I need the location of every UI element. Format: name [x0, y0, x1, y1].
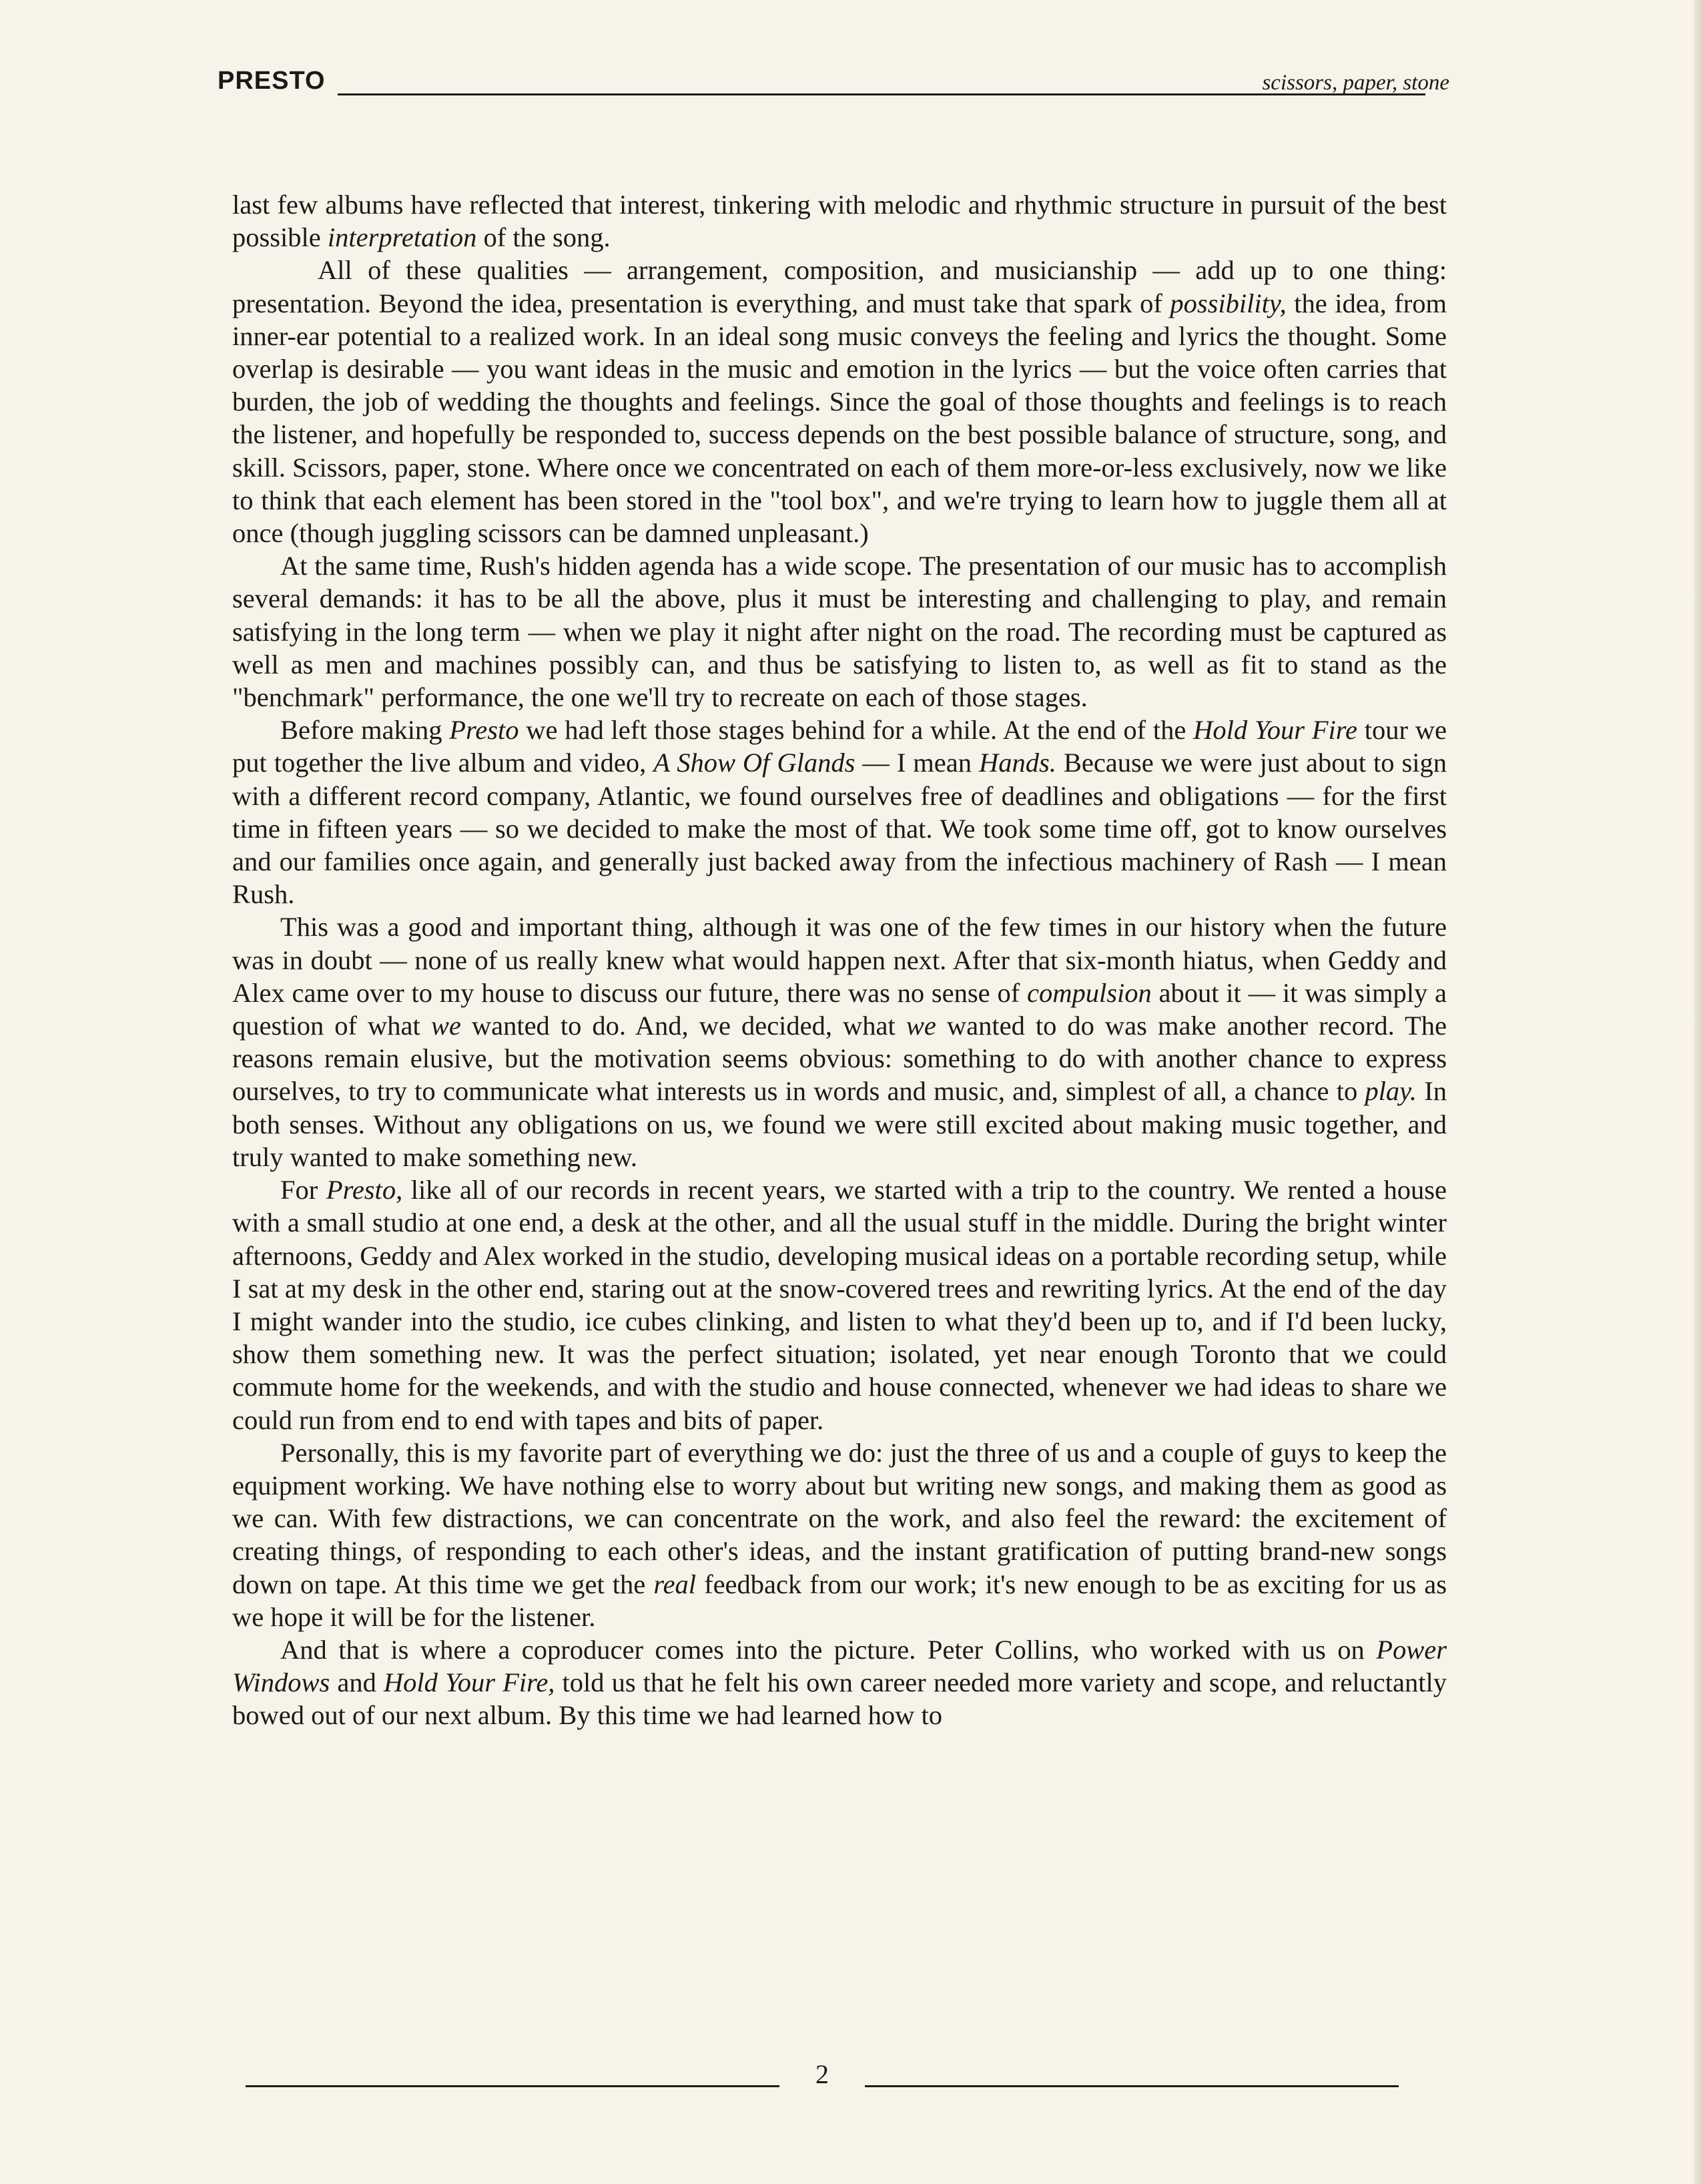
- page-edge: [1694, 0, 1703, 2184]
- text-run: Because we were just about to sign with a different record company, Atlantic, we found ourselves free of deadlines and obligations — for the first time in fifteen years — so we decided to make the most of that. We took some time off, got to know ourselves and our families once again, and generally just backed away from the infectious machinery of Rash — I mean Rush.: [232, 748, 1447, 910]
- text-run: feedback from our work; it's new enough to be as exciting for us as we hope it will be for the listener.: [232, 1569, 1447, 1632]
- text-run: the idea, from inner-ear potential to a realized work. In an ideal song music conveys the feeling and lyrics the thought. Some overlap is desirable — you want ideas in the music and emotion in the lyrics — but the voice often carries that burden, the job of wedding the thoughts and feelings. Since the goal of those thoughts and feelings is to reach the listener, and hopefully be responded to, success depends on the best possible balance of structure, song, and skill. Scissors, paper, stone. Where once we concentrated on each of them more-or-less exclusively, now we like to think that each element has been stored in the "tool box", and we're trying to learn how to juggle them all at once (though juggling scissors can be damned unpleasant.): [232, 288, 1447, 549]
- paragraph: [232, 549, 1447, 714]
- text-run: tour we put together the live album and video,: [232, 715, 1447, 778]
- italic-run: we: [430, 1011, 461, 1041]
- paragraph: [232, 1436, 1447, 1633]
- text-run: For: [280, 1175, 326, 1205]
- italic-run: compulsion: [1026, 977, 1152, 1008]
- text-run: — I mean: [855, 748, 979, 778]
- page-footer: [246, 2059, 1399, 2099]
- paragraph: [232, 910, 1447, 1173]
- paragraph: [232, 188, 1447, 254]
- text-run: All of these qualities — arrangement, composition, and musicianship — add up to one thing: presentation. Beyond the idea, presentation is everything, and must take that spark of: [232, 255, 1447, 318]
- text-run: Personally, this is my favorite part of everything we do: just the three of us and a couple of guys to keep the equipment working. We have nothing else to worry about but writing new songs, and making them as good as we can. With few distractions, we can concentrate on the work, and also feel the reward: the excitement of creating things, of responding to each other's ideas, and the instant gratification of putting brand-new songs down on tape. At this time we get the: [232, 1437, 1447, 1599]
- text-run: Before making: [280, 715, 450, 746]
- text-run: of the song.: [476, 222, 611, 253]
- italic-run: we: [906, 1011, 936, 1041]
- page-number: 2: [815, 2059, 829, 2089]
- paragraph: [232, 254, 1447, 549]
- italic-run: real: [653, 1569, 697, 1599]
- italic-run: interpretation: [327, 222, 477, 253]
- text-run: This was a good and important thing, although it was one of the few times in our history when the future was in doubt — none of us really knew what would happen next. After that six-month hiatus, when Geddy and Alex came over to my house to discuss our future, there was no sense of: [232, 912, 1447, 1008]
- paragraph: [232, 714, 1447, 910]
- text-run: like all of our records in recent years, we started with a trip to the country. We rented a house with a small studio at one end, a desk at the other, and all the usual stuff in the middle. During the bright winter afternoons, Geddy and Alex worked in the studio, developing musical ideas on a portable recording setup, while I sat at my desk in the other end, staring out at the snow-covered trees and rewriting lyrics. At the end of the day I might wander into the studio, ice cubes clinking, and listen to what they'd been up to, and if I'd been lucky, show them something new. It was the perfect situation; isolated, yet near enough Toronto that we could commute home for the weekends, and with the studio and house connected, whenever we had ideas to share we could run from end to end with tapes and bits of paper.: [232, 1175, 1447, 1435]
- text-run: we had left those stages behind for a while. At the end of the: [519, 715, 1194, 746]
- footer-rule-right: [865, 2085, 1399, 2087]
- text-run: wanted to do. And, we decided, what: [460, 1011, 906, 1041]
- text-run: In both senses. Without any obligations on us, we found we were still excited about making music together, and truly wanted to make something new.: [232, 1076, 1447, 1172]
- text-run: told us that he felt his own career needed more variety and scope, and reluctantly bowed out of our next album. By this time we had learned how to: [232, 1667, 1447, 1731]
- italic-run: Power Windows: [232, 1634, 1447, 1698]
- paragraph: [232, 1633, 1447, 1732]
- italic-run: Hands.: [978, 748, 1056, 778]
- text-run: And that is where a coproducer comes into the picture. Peter Collins, who worked with us on: [280, 1634, 1377, 1665]
- paragraph: [232, 1173, 1447, 1436]
- italic-run: Hold Your Fire,: [383, 1667, 555, 1698]
- italic-run: A Show Of Glands: [653, 748, 856, 778]
- italic-run: possibility,: [1170, 288, 1287, 318]
- page-header: [218, 61, 1449, 101]
- text-run: and: [330, 1667, 384, 1698]
- text-run: last few albums have reflected that interest, tinkering with melodic and rhythmic structure in pursuit of the best possible: [232, 190, 1447, 253]
- italic-run: Hold Your Fire: [1193, 715, 1357, 746]
- header-subtitle: scissors, paper, stone: [1262, 71, 1449, 95]
- text-run: about it — it was simply a question of what: [232, 977, 1447, 1041]
- header-title: PRESTO: [218, 67, 326, 95]
- italic-run: Presto,: [326, 1175, 403, 1205]
- text-run: wanted to do was make another record. The reasons remain elusive, but the motivation seems obvious: something to do with another chance to express ourselves, to try to communicate what interests us in words and music, and, simplest of all, a chance to: [232, 1011, 1447, 1107]
- italic-run: play.: [1365, 1076, 1417, 1107]
- italic-run: Presto: [449, 715, 519, 746]
- text-run: At the same time, Rush's hidden agenda has a wide scope. The presentation of our music has to accomplish several demands: it has to be all the above, plus it must be interesting and challenging to play, and remain satisfying in the long term — when we play it night after night on the road. The recording must be captured as well as men and machines possibly can, and thus be satisfying to listen to, as well as fit to stand as the "benchmark" performance, the one we'll try to recreate on each of those stages.: [232, 551, 1447, 713]
- article-body: [232, 188, 1447, 1732]
